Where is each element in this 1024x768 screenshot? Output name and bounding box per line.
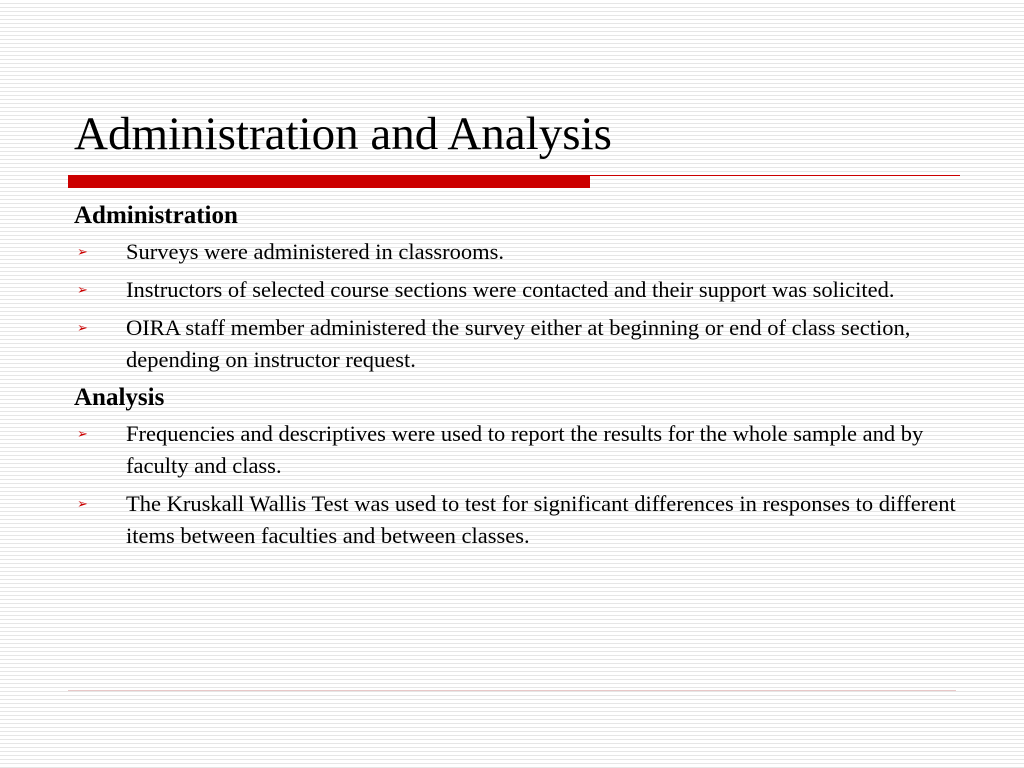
bullet-list-analysis xyxy=(74,418,969,552)
bullet-item xyxy=(74,418,969,482)
bullet-text: The Kruskall Wallis Test was used to test for significant differences in responses to different items between faculties and between classes. xyxy=(126,491,956,548)
chevron-right-icon: ➢ xyxy=(77,426,88,441)
bullet-list-administration xyxy=(74,236,969,376)
bullet-item xyxy=(74,312,969,376)
chevron-right-icon: ➢ xyxy=(77,282,88,297)
bullet-item xyxy=(74,274,969,306)
bullet-text: Frequencies and descriptives were used to report the results for the whole sample and by faculty and class. xyxy=(126,421,924,478)
bullet-item xyxy=(74,236,969,268)
slide-title: Administration and Analysis xyxy=(74,108,612,160)
section-heading-administration: Administration xyxy=(74,202,238,229)
section-heading-analysis: Analysis xyxy=(74,384,165,411)
chevron-right-icon: ➢ xyxy=(77,320,88,335)
bullet-text: Instructors of selected course sections were contacted and their support was solicited. xyxy=(126,277,895,302)
slide-body xyxy=(74,200,969,558)
chevron-right-icon: ➢ xyxy=(77,244,88,259)
bullet-text: OIRA staff member administered the survey either at beginning or end of class section, depending on instructor request. xyxy=(126,315,911,372)
title-underline-thick xyxy=(68,175,590,188)
chevron-right-icon: ➢ xyxy=(77,496,88,511)
footer-rule xyxy=(68,690,956,691)
title-underline-thin xyxy=(590,175,960,176)
bullet-text: Surveys were administered in classrooms. xyxy=(126,239,505,264)
bullet-item xyxy=(74,488,969,552)
